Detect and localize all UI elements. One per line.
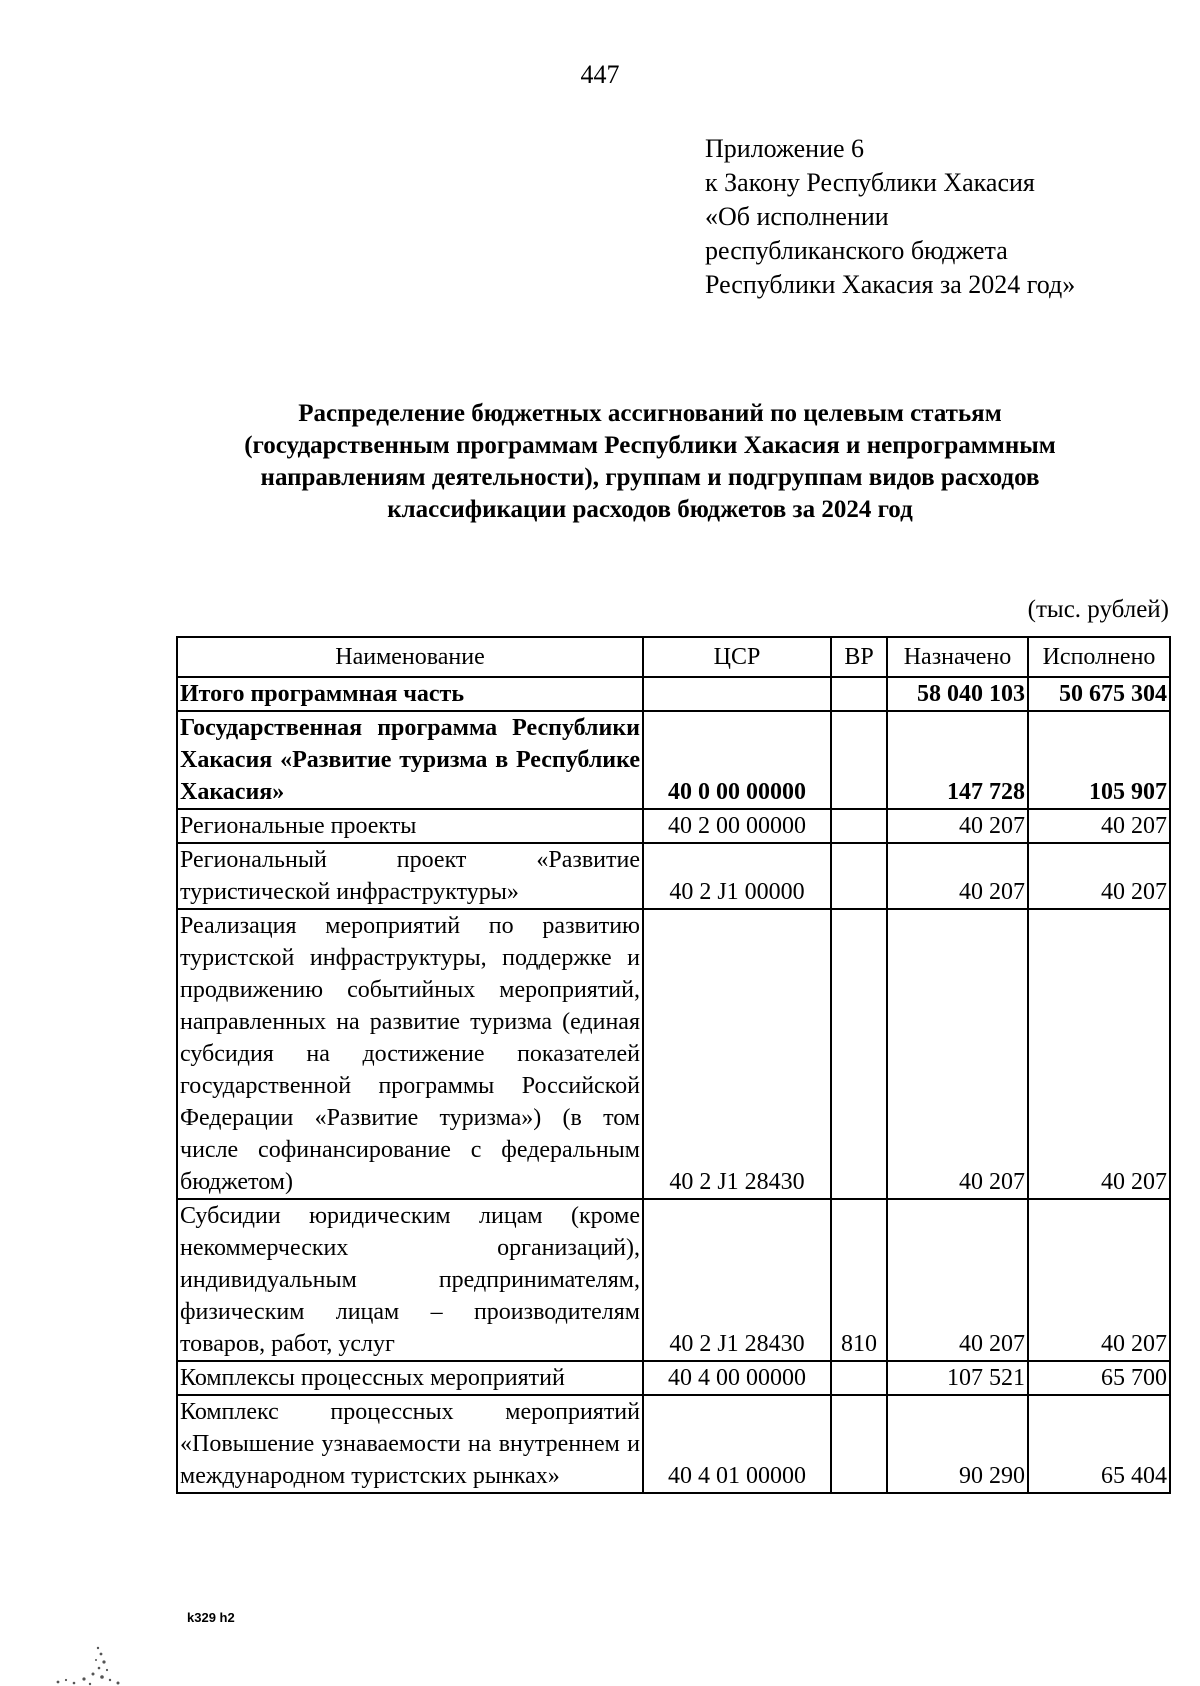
cell-name: Комплекс процессных мероприятий «Повышение узнаваемости на внутреннем и международном туристских рынках» xyxy=(177,1395,643,1493)
cell-vr xyxy=(831,711,887,809)
cell-csr: 40 4 01 00000 xyxy=(643,1395,831,1493)
table-row xyxy=(177,1361,1170,1395)
units-label: (тыс. рублей) xyxy=(1027,596,1169,623)
cell-assigned: 147 728 xyxy=(887,711,1028,809)
cell-executed: 40 207 xyxy=(1028,1199,1170,1361)
cell-csr: 40 2 00 00000 xyxy=(643,809,831,843)
table-header-row xyxy=(177,637,1170,677)
header-executed: Исполнено xyxy=(1028,637,1170,677)
table-row xyxy=(177,809,1170,843)
table-row xyxy=(177,1199,1170,1361)
header-csr: ЦСР xyxy=(643,637,831,677)
cell-executed: 50 675 304 xyxy=(1028,677,1170,711)
cell-csr: 40 2 J1 28430 xyxy=(643,909,831,1199)
cell-vr xyxy=(831,1395,887,1493)
table-row xyxy=(177,711,1170,809)
cell-csr: 40 0 00 00000 xyxy=(643,711,831,809)
cell-csr: 40 4 00 00000 xyxy=(643,1361,831,1395)
document-title xyxy=(170,398,1130,526)
cell-csr: 40 2 J1 28430 xyxy=(643,1199,831,1361)
cell-assigned: 40 207 xyxy=(887,843,1028,909)
cell-csr: 40 2 J1 00000 xyxy=(643,843,831,909)
page-number: 447 xyxy=(580,60,620,89)
appendix-line: Республики Хакасия за 2024 год» xyxy=(705,270,1076,299)
header-vr: ВР xyxy=(831,637,887,677)
appendix-reference xyxy=(705,132,1075,302)
cell-assigned: 58 040 103 xyxy=(887,677,1028,711)
table-row xyxy=(177,909,1170,1199)
cell-assigned: 40 207 xyxy=(887,809,1028,843)
title-line: классификации расходов бюджетов за 2024 год xyxy=(387,496,913,523)
cell-name: Реализация мероприятий по развитию туристской инфраструктуры, поддержке и продвижению событийных мероприятий, направленных на развитие туризма (единая субсидия на достижение показателей государственной программы Российской Федерации «Развитие туризма») (в том числе софинансирование с федеральным бюджетом) xyxy=(177,909,643,1199)
appendix-line: к Закону Республики Хакасия xyxy=(705,168,1035,197)
scan-artifact xyxy=(38,1640,128,1686)
appendix-line: республиканского бюджета xyxy=(705,236,1008,265)
cell-assigned: 107 521 xyxy=(887,1361,1028,1395)
cell-name: Государственная программа Республики Хакасия «Развитие туризма в Республике Хакасия» xyxy=(177,711,643,809)
appendix-line: Приложение 6 xyxy=(705,134,865,163)
budget-table xyxy=(176,636,1171,1494)
table-row xyxy=(177,677,1170,711)
cell-vr: 810 xyxy=(831,1199,887,1361)
title-line: (государственным программам Республики Хакасия и непрограммным xyxy=(244,432,1056,459)
table-row xyxy=(177,1395,1170,1493)
cell-csr xyxy=(643,677,831,711)
cell-vr xyxy=(831,909,887,1199)
cell-vr xyxy=(831,809,887,843)
cell-executed: 40 207 xyxy=(1028,809,1170,843)
cell-name: Субсидии юридическим лицам (кроме некоммерческих организаций), индивидуальным предпринимателям, физическим лицам – производителям товаров, работ, услуг xyxy=(177,1199,643,1361)
cell-vr xyxy=(831,677,887,711)
cell-name: Итого программная часть xyxy=(177,677,643,711)
table-body xyxy=(177,677,1170,1493)
cell-executed: 65 700 xyxy=(1028,1361,1170,1395)
cell-assigned: 90 290 xyxy=(887,1395,1028,1493)
cell-name: Комплексы процессных мероприятий xyxy=(177,1361,643,1395)
cell-assigned: 40 207 xyxy=(887,1199,1028,1361)
cell-executed: 65 404 xyxy=(1028,1395,1170,1493)
cell-executed: 40 207 xyxy=(1028,909,1170,1199)
header-name: Наименование xyxy=(177,637,643,677)
title-line: направлениям деятельности), группам и подгруппам видов расходов xyxy=(260,464,1040,491)
cell-name: Региональные проекты xyxy=(177,809,643,843)
cell-executed: 40 207 xyxy=(1028,843,1170,909)
cell-executed: 105 907 xyxy=(1028,711,1170,809)
cell-vr xyxy=(831,843,887,909)
cell-vr xyxy=(831,1361,887,1395)
header-assigned: Назначено xyxy=(887,637,1028,677)
footer-code: k329 h2 xyxy=(187,1610,235,1625)
title-line: Распределение бюджетных ассигнований по целевым статьям xyxy=(298,400,1002,427)
cell-name: Региональный проект «Развитие туристической инфраструктуры» xyxy=(177,843,643,909)
appendix-line: «Об исполнении xyxy=(705,202,889,231)
table-row xyxy=(177,843,1170,909)
cell-assigned: 40 207 xyxy=(887,909,1028,1199)
